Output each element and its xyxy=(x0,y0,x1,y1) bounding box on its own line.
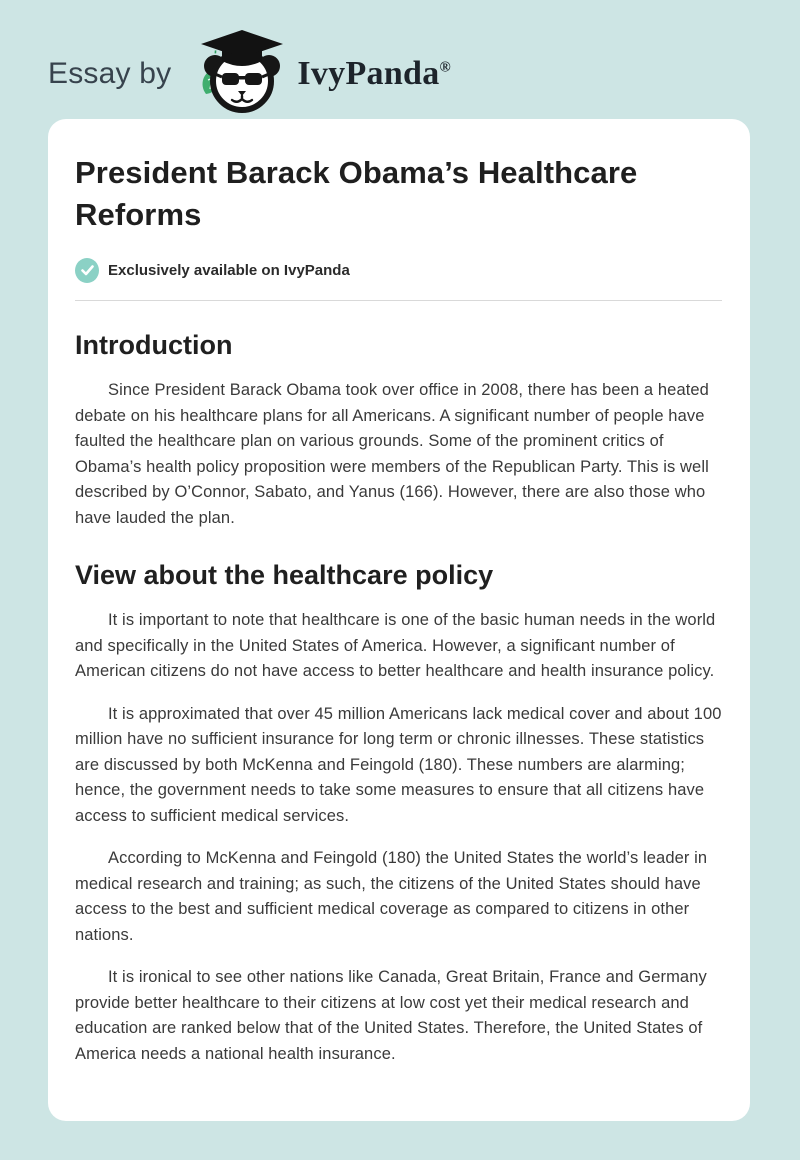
section-heading-view-about-policy: View about the healthcare policy xyxy=(75,560,494,590)
essay-card xyxy=(48,119,750,1121)
brand-name: IvyPanda xyxy=(297,55,440,92)
paragraph: It is ironical to see other nations like Canada, Great Britain, France and Germany provide better healthcare to their citizens at low cost yet their medical research and education are ranked below that of the United States. Therefore, the United States of America needs a national health insurance. xyxy=(75,968,707,1063)
availability-badge xyxy=(75,258,722,283)
paragraph: It is approximated that over 45 million Americans lack medical cover and about 100 million have no sufficient insurance for long term or chronic illnesses. These statistics are discussed by both McKenna and Feingold (180). These numbers are alarming; hence, the government needs to take some measures to ensure that all citizens have access to sufficient medical services. xyxy=(75,704,722,825)
paragraph: According to McKenna and Feingold (180) the United States the world’s leader in medical research and training; as such, the citizens of the United States should have access to the best and sufficient medical coverage as compared to citizens in other nations. xyxy=(75,849,708,944)
availability-badge-label: Exclusively available on IvyPanda xyxy=(108,262,350,279)
essay-by-label: Essay by xyxy=(48,57,172,90)
site-header xyxy=(0,0,800,112)
check-icon xyxy=(75,258,99,283)
paragraph: It is important to note that healthcare is one of the basic human needs in the world and specifically in the United States of America. However, a significant number of American citizens do not have access to better healthcare and health insurance policy. xyxy=(75,611,716,680)
brand-wordmark[interactable] xyxy=(297,55,451,93)
section-heading-introduction: Introduction xyxy=(75,330,233,360)
page-title: President Barack Obama’s Healthcare Reforms xyxy=(75,155,638,232)
paragraph: Since President Barack Obama took over office in 2008, there has been a heated debate on his healthcare plans for all Americans. A significant number of people have faulted the healthcare plan on various grounds. Some of the prominent critics of Obama’s health policy proposition were members of the Republican Party. This is well described by O’Connor, Sabato, and Yanus (166). However, there are also those who have lauded the plan. xyxy=(75,381,709,527)
ivypanda-logo-link[interactable] xyxy=(189,29,287,120)
registered-trademark: ® xyxy=(439,59,452,76)
divider xyxy=(75,300,722,301)
panda-graduate-icon xyxy=(189,29,287,120)
